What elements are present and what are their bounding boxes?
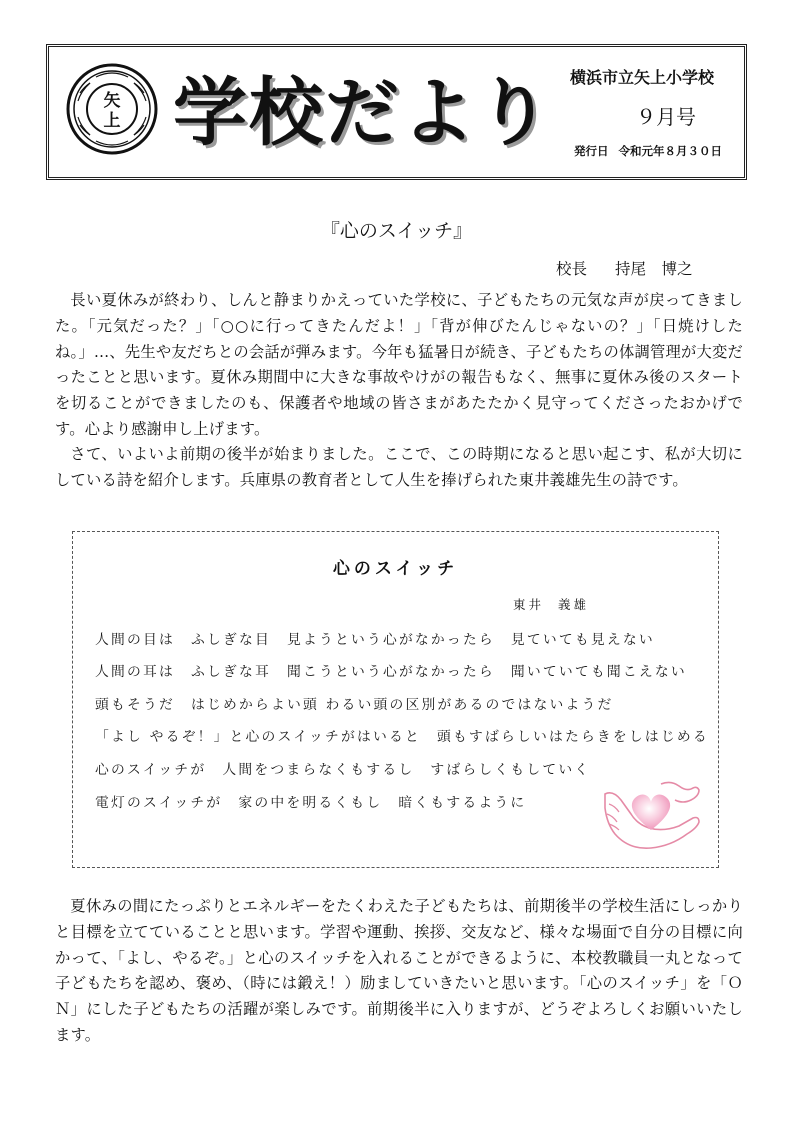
emblem-char-bottom: 上: [103, 111, 121, 131]
school-name: 横浜市立矢上小学校: [569, 68, 714, 87]
author-line: [556, 257, 693, 279]
issue-date-label: 発行日: [574, 144, 609, 158]
newsletter-header: [46, 44, 747, 180]
paragraph-3: 夏休みの間にたっぷりとエネルギーをたくわえた子どもたちは、前期後半の学校生活にしっかりと目標を立てていることと思います。学習や運動、挨拶、交友など、様々な場面で自分の目標に向かって、「よし、やるぞ。」と心のスイッチを入れることができるように、本校教職員一丸となって子どもたちを認め、褒め、（時には鍛え！）励ましていきたいと思います。「心のスイッチ」を「ＯＮ」にした子どもたちの活躍が楽しみです。前期後半に入りますが、どうぞよろしくお願いいたします。: [55, 897, 743, 1044]
poem-line: 人間の耳は ふしぎな耳 聞こうという心がなかったら 聞いていても聞こえない: [95, 664, 687, 680]
masthead-title: 学校だより: [173, 70, 553, 156]
author-name: 持尾 博之: [615, 260, 693, 278]
author-role: 校長: [556, 260, 588, 278]
poem-author: [513, 595, 589, 613]
heart-in-hands-icon: [601, 780, 701, 854]
issue-date: [574, 143, 722, 159]
poem-line: 人間の目は ふしぎな目 見ようという心がなかったら 見ていても見えない: [95, 632, 655, 648]
paragraph-2: さて、いよいよ前期の後半が始まりました。ここで、この時期になると思い起こす、私が大切にしている詩を紹介します。兵庫県の教育者として人生を捧げられた東井義雄先生の詩です。: [55, 445, 743, 489]
poem-author-given: 義雄: [558, 597, 590, 612]
issue-number: ９月号: [636, 105, 696, 129]
poem-box: [72, 531, 719, 868]
issue-date-value: 令和元年８月３０日: [618, 144, 722, 158]
poem-author-family: 東井: [513, 597, 545, 612]
poem-line: 電灯のスイッチが 家の中を明るくもし 暗くもするように: [95, 795, 527, 811]
emblem-char-top: 矢: [103, 91, 121, 111]
paragraph-1: 長い夏休みが終わり、しんと静まりかえっていた学校に、子どもたちの元気な声が戻ってきました。「元気だった？」「○○に行ってきたんだよ！」「背が伸びたんじゃないの？」「日焼けしたね。」…、先生や友だちとの会話が弾みます。今年も猛暑日が続き、子どもたちの体調管理が大変だったことと思います。夏休み期間中に大きな事故やけがの報告もなく、無事に夏休み後のスタートを切ることができましたのも、保護者や地域の皆さまがあたたかく見守ってくださったおかげです。心より感謝申し上げます。: [55, 291, 743, 438]
poem-line: 頭もそうだ はじめからよい頭 わるい頭の区別があるのではないようだ: [95, 697, 614, 713]
poem-line: 「よし やるぞ！」と心のスイッチがはいると 頭もすばらしいはたらきをしはじめる: [95, 729, 709, 745]
poem-line: 心のスイッチが 人間をつまらなくもするし すばらしくもしていく: [95, 762, 591, 778]
school-emblem-icon: [66, 63, 158, 155]
poem-title: 心のスイッチ: [332, 559, 459, 579]
article-title: 『心のスイッチ』: [320, 220, 473, 242]
